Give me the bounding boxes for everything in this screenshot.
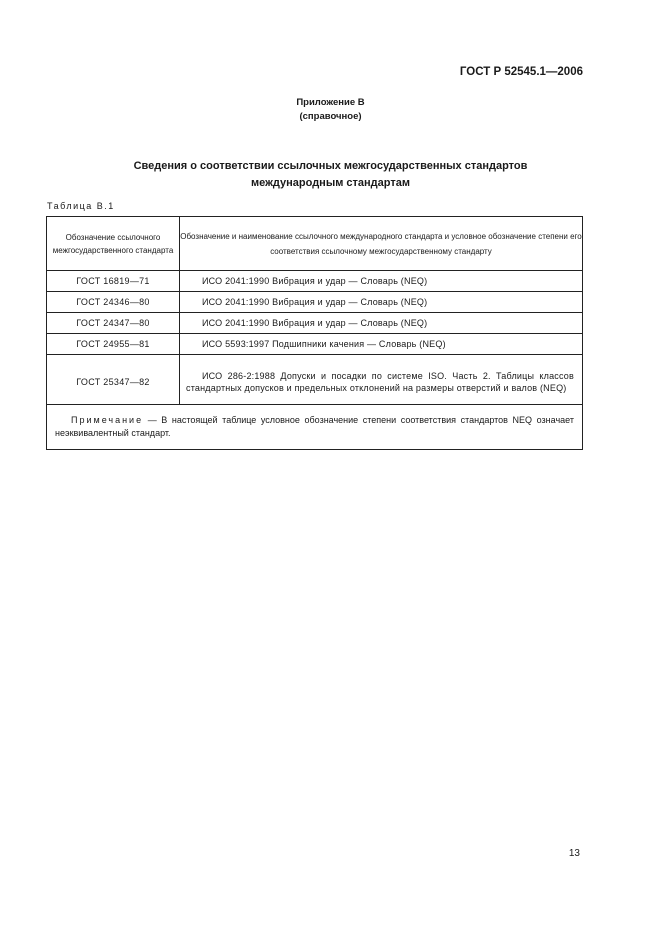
row-code: ГОСТ 24346—80 [47, 292, 180, 313]
table-note [47, 405, 583, 450]
row-code: ГОСТ 24955—81 [47, 334, 180, 355]
appendix-title: Приложение В [296, 97, 365, 108]
table-row [47, 271, 583, 292]
note-text: — В настоящей таблице условное обозначение степени соответствия стандартов NEQ означает неэквивалентный стандарт. [55, 415, 574, 438]
row-description: ИСО 5593:1997 Подшипники качения — Словарь (NEQ) [180, 334, 583, 355]
table-row [47, 313, 583, 334]
table-caption: Таблица В.1 [47, 201, 115, 211]
row-description: ИСО 2041:1990 Вибрация и удар — Словарь (NEQ) [180, 313, 583, 334]
note-label: Примечание [71, 415, 144, 425]
table-row [47, 292, 583, 313]
column-header-international: Обозначение и наименование ссылочного международного стандарта и условное обозначение степени его соответствия ссылочному межгосударственному стандарту [180, 217, 583, 271]
row-description: ИСО 2041:1990 Вибрация и удар — Словарь (NEQ) [180, 271, 583, 292]
row-description: ИСО 286-2:1988 Допуски и посадки по системе ISO. Часть 2. Таблицы классов стандартных допусков и предельных отклонений на размеры отверстий и валов (NEQ) [180, 355, 583, 405]
row-code: ГОСТ 25347—82 [47, 355, 180, 405]
table-note-row [47, 405, 583, 450]
column-header-interstate: Обозначение ссылочного межгосударственного стандарта [47, 217, 180, 271]
row-code: ГОСТ 24347—80 [47, 313, 180, 334]
table-row [47, 334, 583, 355]
table-header-row [47, 217, 583, 271]
appendix-subtitle: (справочное) [299, 111, 362, 122]
section-title-line-1: Сведения о соответствии ссылочных межгосударственных стандартов [133, 160, 528, 172]
standards-table [46, 216, 583, 450]
page-number: 13 [568, 848, 580, 859]
row-description: ИСО 2041:1990 Вибрация и удар — Словарь (NEQ) [180, 292, 583, 313]
section-title [0, 158, 661, 192]
document-designation: ГОСТ Р 52545.1—2006 [459, 66, 583, 78]
appendix-heading [0, 96, 661, 124]
row-code: ГОСТ 16819—71 [47, 271, 180, 292]
table-row [47, 355, 583, 405]
section-title-line-2: международным стандартам [251, 177, 410, 189]
